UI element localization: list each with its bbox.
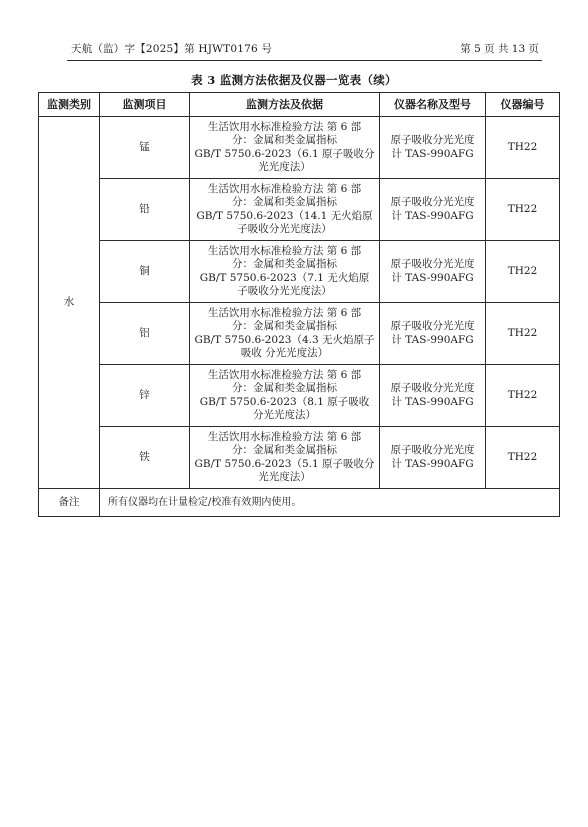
method-cell — [190, 365, 380, 427]
remarks-text: 所有仪器均在计量检定/校准有效期内使用。 — [100, 489, 560, 517]
table-header-row — [39, 93, 560, 117]
instrument-line: 原子吸收分光光度 — [390, 444, 475, 456]
column-header-category: 监测类别 — [39, 93, 100, 117]
table-row — [39, 179, 560, 241]
table-row — [39, 303, 560, 365]
instrument-line: 计 TAS-990AFG — [391, 147, 474, 160]
method-line: 生活饮用水标准检验方法 第 6 部 — [207, 368, 362, 381]
instrument-code-cell: TH22 — [486, 365, 560, 427]
instrument-cell — [380, 303, 486, 365]
instrument-code-cell: TH22 — [486, 241, 560, 303]
method-line: 子吸收分光光度法） — [237, 285, 332, 297]
instrument-code-cell: TH22 — [486, 303, 560, 365]
column-header-code: 仪器编号 — [486, 93, 560, 117]
method-line: 分：金属和类金属指标 — [232, 444, 337, 456]
method-line: 生活饮用水标准检验方法 第 6 部 — [207, 182, 362, 195]
instrument-code-cell: TH22 — [486, 427, 560, 489]
method-line: GB/T 5750.6-2023（5.1 原子吸收分 — [194, 457, 375, 470]
method-line: 分：金属和类金属指标 — [232, 134, 337, 146]
instrument-cell — [380, 117, 486, 179]
instrument-line: 计 TAS-990AFG — [391, 333, 474, 346]
method-line: 分：金属和类金属指标 — [232, 196, 337, 208]
method-cell — [190, 117, 380, 179]
item-cell: 铁 — [100, 427, 190, 489]
instrument-line: 计 TAS-990AFG — [391, 457, 474, 470]
method-line: 光光度法） — [258, 471, 311, 483]
column-header-method: 监测方法及依据 — [190, 93, 380, 117]
monitoring-methods-table — [38, 92, 560, 517]
method-line: 吸收 分光光度法） — [240, 347, 329, 359]
method-line: 分：金属和类金属指标 — [232, 258, 337, 270]
instrument-cell — [380, 365, 486, 427]
instrument-line: 原子吸收分光光度 — [390, 320, 475, 332]
method-line: 分：金属和类金属指标 — [232, 320, 337, 332]
table-title: 表 3 监测方法依据及仪器一览表（续） — [191, 73, 397, 87]
method-line: GB/T 5750.6-2023（8.1 原子吸收 — [199, 395, 370, 408]
method-cell — [190, 241, 380, 303]
table-row — [39, 427, 560, 489]
method-line: 光光度法） — [258, 161, 311, 173]
method-line: 生活饮用水标准检验方法 第 6 部 — [207, 430, 362, 443]
instrument-line: 原子吸收分光光度 — [390, 196, 475, 208]
instrument-cell — [380, 179, 486, 241]
table-row — [39, 241, 560, 303]
column-header-item: 监测项目 — [100, 93, 190, 117]
instrument-cell — [380, 241, 486, 303]
method-cell — [190, 303, 380, 365]
method-line: GB/T 5750.6-2023（4.3 无火焰原子 — [194, 333, 375, 346]
remarks-label: 备注 — [39, 489, 100, 517]
instrument-code-cell: TH22 — [486, 179, 560, 241]
instrument-cell — [380, 427, 486, 489]
method-line: 生活饮用水标准检验方法 第 6 部 — [207, 244, 362, 257]
page-indicator: 第 5 页 共 13 页 — [460, 43, 539, 55]
instrument-line: 计 TAS-990AFG — [391, 395, 474, 408]
header-divider — [67, 60, 542, 61]
method-line: GB/T 5750.6-2023（7.1 无火焰原 — [199, 271, 370, 284]
instrument-line: 原子吸收分光光度 — [390, 382, 475, 394]
instrument-code-cell: TH22 — [486, 117, 560, 179]
instrument-line: 计 TAS-990AFG — [391, 209, 474, 222]
instrument-line: 原子吸收分光光度 — [390, 134, 475, 146]
method-line: 分：金属和类金属指标 — [232, 382, 337, 394]
column-header-instrument: 仪器名称及型号 — [380, 93, 486, 117]
method-cell — [190, 427, 380, 489]
method-line: 子吸收分光光度法） — [237, 223, 332, 235]
method-cell — [190, 179, 380, 241]
document-number: 天航（监）字【2025】第 HJWT0176 号 — [71, 43, 273, 55]
method-line: GB/T 5750.6-2023（14.1 无火焰原 — [196, 209, 373, 222]
item-cell: 锰 — [100, 117, 190, 179]
method-line: GB/T 5750.6-2023（6.1 原子吸收分 — [194, 147, 375, 160]
instrument-line: 原子吸收分光光度 — [390, 258, 475, 270]
method-line: 分光光度法） — [253, 409, 316, 421]
instrument-line: 计 TAS-990AFG — [391, 271, 474, 284]
item-cell: 铅 — [100, 179, 190, 241]
category-cell: 水 — [39, 117, 100, 489]
remarks-row — [39, 489, 560, 517]
item-cell: 铝 — [100, 303, 190, 365]
item-cell: 铜 — [100, 241, 190, 303]
item-cell: 锌 — [100, 365, 190, 427]
method-line: 生活饮用水标准检验方法 第 6 部 — [207, 120, 362, 133]
method-line: 生活饮用水标准检验方法 第 6 部 — [207, 306, 362, 319]
table-row — [39, 365, 560, 427]
table-row — [39, 117, 560, 179]
